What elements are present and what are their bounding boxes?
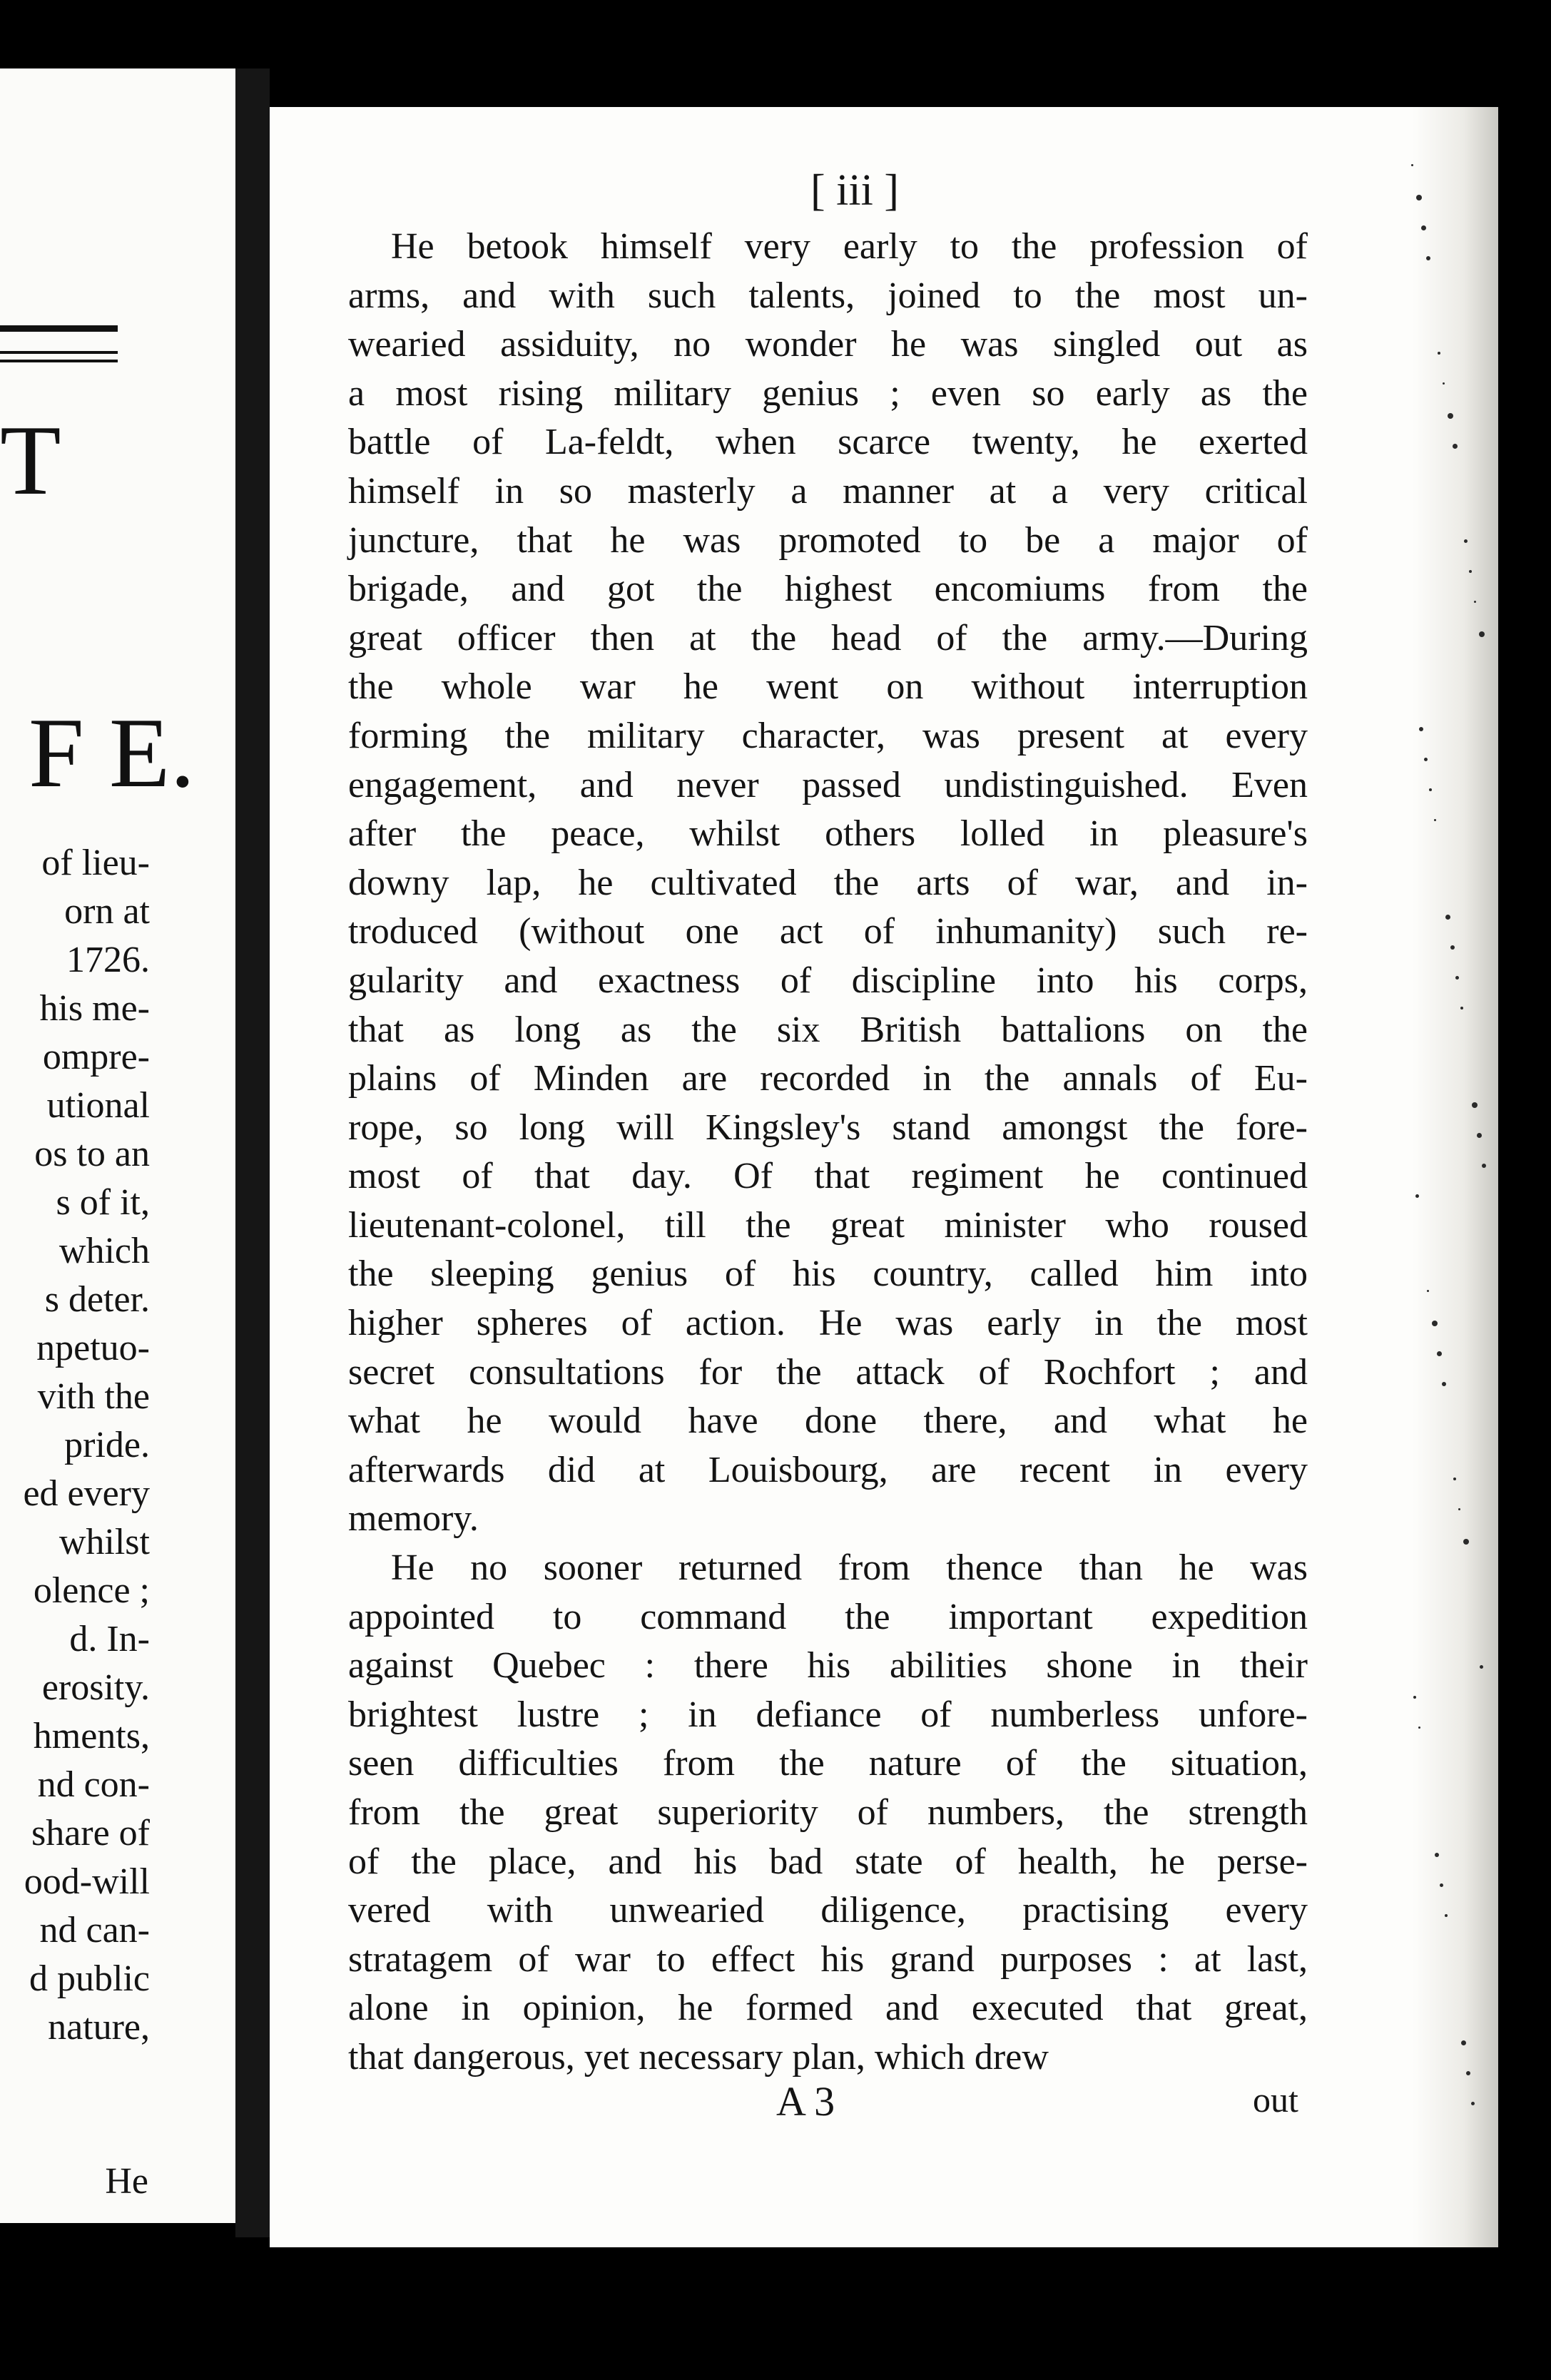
scan-speck: [1474, 601, 1476, 603]
left-text-line: vith the: [37, 1376, 150, 1417]
book-spine: [235, 68, 270, 2237]
text-line: that as long as the six British battalions on the: [348, 1009, 1308, 1050]
scan-speck: [1464, 539, 1468, 543]
left-text-line: olence ;: [33, 1570, 150, 1611]
scan-speck: [1471, 2102, 1475, 2105]
text-line: memory.: [348, 1498, 479, 1540]
text-line: of the place, and his bad state of health, he perse-: [348, 1841, 1308, 1882]
scan-speck: [1448, 413, 1453, 419]
scan-speck: [1482, 1164, 1486, 1168]
page-number-header: [ iii ]: [810, 166, 899, 215]
left-text-line: which: [59, 1231, 150, 1271]
text-line: the sleeping genius of his country, called him into: [348, 1253, 1308, 1295]
scan-speck: [1461, 2040, 1466, 2045]
left-text-line: nd con-: [37, 1764, 150, 1805]
scan-speck: [1426, 256, 1430, 260]
text-line: himself in so masterly a manner at a very critical: [348, 470, 1308, 512]
scan-speck: [1469, 570, 1472, 573]
left-heading-letter-1: T: [0, 405, 61, 516]
text-line: appointed to command the important expedition: [348, 1596, 1308, 1637]
text-line: from the great superiority of numbers, the strength: [348, 1792, 1308, 1833]
text-line: forming the military character, was present at every: [348, 715, 1308, 756]
left-text-line: of lieu-: [41, 843, 150, 883]
right-page: [270, 107, 1498, 2247]
scan-speck: [1419, 727, 1423, 731]
left-thin-rule-1: [0, 351, 118, 354]
left-text-line: nd can-: [39, 1910, 150, 1951]
scan-speck: [1432, 1321, 1438, 1326]
scan-speck: [1443, 382, 1445, 385]
left-text-line: utional: [46, 1085, 150, 1126]
scan-speck: [1438, 352, 1440, 355]
left-text-line: ed every: [23, 1473, 150, 1514]
left-heavy-rule: [0, 325, 118, 332]
text-line: juncture, that he was promoted to be a major of: [348, 519, 1308, 561]
text-line: wearied assiduity, no wonder he was singled out as: [348, 324, 1308, 365]
text-line: brightest lustre ; in defiance of numberless unfore-: [348, 1694, 1308, 1735]
left-text-line: nature,: [48, 2007, 150, 2048]
catchword: out: [1253, 2080, 1298, 2120]
text-line: a most rising military genius ; even so early as the: [348, 372, 1308, 414]
text-line: vered with unwearied diligence, practising every: [348, 1890, 1308, 1931]
text-line: troduced (without one act of inhumanity) such re-: [348, 911, 1308, 952]
scan-speck: [1437, 1351, 1442, 1356]
text-line: engagement, and never passed undistinguished. Even: [348, 764, 1308, 805]
scan-speck: [1455, 976, 1459, 980]
text-line: that dangerous, yet necessary plan, which drew: [348, 2036, 1049, 2078]
left-thin-rule-2: [0, 360, 118, 362]
text-line: alone in opinion, he formed and executed that great,: [348, 1988, 1308, 2029]
scan-speck: [1453, 1478, 1456, 1480]
text-line: higher spheres of action. He was early in the most: [348, 1303, 1308, 1344]
scan-speck: [1460, 1007, 1463, 1010]
text-line: downy lap, he cultivated the arts of war, and in-: [348, 862, 1308, 903]
scan-speck: [1429, 788, 1432, 791]
body-text: [348, 223, 1308, 2082]
text-line: plains of Minden are recorded in the annals of Eu-: [348, 1058, 1308, 1099]
text-line: most of that day. Of that regiment he continued: [348, 1156, 1308, 1197]
scan-speck: [1415, 1194, 1419, 1198]
text-line: the whole war he went on without interruption: [348, 666, 1308, 708]
scan-speck: [1458, 1508, 1460, 1510]
scan-speck: [1445, 915, 1450, 920]
scan-speck: [1424, 758, 1428, 761]
text-line: afterwards did at Louisbourg, are recent in every: [348, 1449, 1308, 1490]
left-text-line: whilst: [59, 1522, 150, 1562]
scan-speck: [1479, 631, 1485, 637]
left-facing-page: [0, 68, 235, 2223]
scan-speck: [1440, 1883, 1443, 1887]
scan-speck: [1442, 1382, 1446, 1386]
left-text-line: hments,: [33, 1716, 150, 1756]
text-line: brigade, and got the highest encomiums from the: [348, 569, 1308, 610]
scan-speck: [1453, 444, 1458, 449]
text-line: gularity and exactness of discipline into his corps,: [348, 960, 1308, 1001]
scan-speck: [1411, 164, 1413, 166]
left-text-line: d. In-: [69, 1619, 150, 1659]
text-line: rope, so long will Kingsley's stand amongst the fore-: [348, 1107, 1308, 1148]
scan-speck: [1450, 945, 1455, 950]
page-edge-shadow: [1413, 107, 1498, 2247]
scan-speck: [1418, 1726, 1420, 1729]
scan-speck: [1463, 1539, 1469, 1545]
left-text-line: ood-will: [24, 1861, 150, 1902]
scan-speck: [1466, 2071, 1470, 2075]
left-text-line: npetuo-: [36, 1328, 150, 1368]
left-page-text: [0, 839, 150, 2052]
left-text-line: erosity.: [41, 1667, 150, 1708]
left-text-line: s of it,: [56, 1182, 150, 1223]
scan-speck: [1480, 1665, 1483, 1669]
left-text-line: s deter.: [44, 1279, 150, 1320]
scan-speck: [1472, 1102, 1478, 1108]
scan-speck: [1435, 1853, 1439, 1857]
left-text-line: his me-: [39, 988, 150, 1029]
scan-speck: [1416, 195, 1422, 200]
left-heading-letter-2: F E.: [29, 698, 195, 808]
text-line: arms, and with such talents, joined to the most un-: [348, 275, 1308, 316]
text-line: battle of La-feldt, when scarce twenty, he exerted: [348, 422, 1308, 463]
text-line: great officer then at the head of the army.—During: [348, 617, 1308, 658]
signature-mark: A 3: [776, 2078, 835, 2125]
text-line: He betook himself very early to the profession of: [391, 226, 1308, 267]
left-catchword: He: [105, 2161, 148, 2202]
left-text-line: share of: [31, 1813, 150, 1853]
text-line: against Quebec : there his abilities shone in their: [348, 1645, 1308, 1687]
scan-speck: [1477, 1133, 1482, 1138]
left-text-line: orn at: [64, 891, 150, 932]
left-text-line: 1726.: [66, 940, 150, 980]
text-line: what he would have done there, and what he: [348, 1400, 1308, 1442]
scan-speck: [1445, 1914, 1448, 1917]
text-line: stratagem of war to effect his grand purposes : at last,: [348, 1938, 1308, 1980]
left-text-line: ompre-: [42, 1037, 150, 1077]
left-text-line: pride.: [64, 1425, 150, 1465]
text-line: He no sooner returned from thence than he was: [391, 1547, 1308, 1589]
text-line: lieutenant-colonel, till the great minister who roused: [348, 1204, 1308, 1246]
text-line: seen difficulties from the nature of the situation,: [348, 1743, 1308, 1784]
text-line: secret consultations for the attack of Rochfort ; and: [348, 1351, 1308, 1393]
text-line: after the peace, whilst others lolled in pleasure's: [348, 813, 1308, 855]
scan-speck: [1427, 1290, 1429, 1292]
scan-speck: [1421, 225, 1426, 230]
scan-speck: [1434, 819, 1436, 821]
left-text-line: os to an: [34, 1134, 150, 1174]
left-text-line: d public: [29, 1958, 150, 1999]
scan-speck: [1413, 1696, 1416, 1699]
